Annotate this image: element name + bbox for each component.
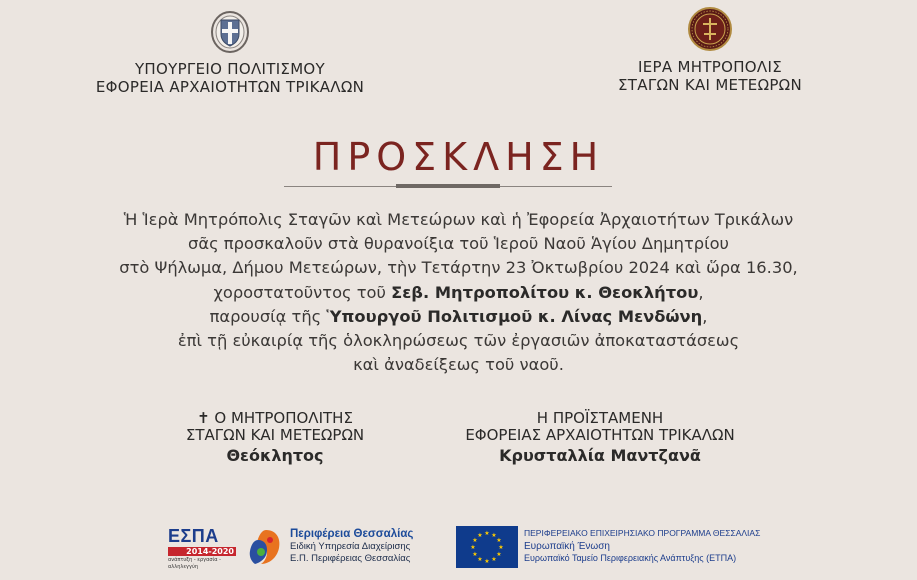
invitation-body (30, 208, 887, 377)
operational-programme: Ε.Π. Περιφέρειας Θεσσαλίας (290, 553, 411, 564)
region-name: Περιφέρεια Θεσσαλίας (290, 528, 414, 540)
thessaly-region-logo-icon (248, 526, 284, 570)
eu-programme-name: ΠΕΡΙΦΕΡΕΙΑΚΟ ΕΠΙΧΕΙΡΗΣΙΑΚΟ ΠΡΟΓΡΑΜΜΑ ΘΕΣΣΑΛΙΑΣ (524, 528, 761, 538)
svg-text:★: ★ (491, 556, 497, 563)
signature-title: ✝ Ο ΜΗΤΡΟΠΟΛΙΤΗΣ (197, 409, 353, 427)
body-text: χοροστατοῦντος τοῦ (213, 282, 392, 302)
metropolis-seal-icon (687, 6, 733, 52)
svg-text:★: ★ (484, 530, 490, 537)
signature-name: Κρυσταλλία Μαντζανᾶ (499, 446, 701, 465)
signature-ephor (450, 410, 750, 464)
thessaly-region-text (290, 527, 450, 565)
ministry-name: ΥΠΟΥΡΓΕΙΟ ΠΟΛΙΤΙΣΜΟΥ (134, 60, 326, 78)
svg-text:★: ★ (491, 532, 497, 539)
body-line: στὸ Ψήλωμα, Δήμου Μετεώρων, τὴν Τετάρτην 23 Ὀκτωβρίου 2024 καὶ ὥρα 16.30, (119, 258, 798, 278)
body-text: , (702, 306, 708, 326)
body-line (30, 281, 887, 305)
managing-authority: Ειδική Υπηρεσία Διαχείρισης (290, 541, 411, 552)
espa-logo (168, 527, 236, 571)
signature-title: Η ΠΡΟΪΣΤΑΜΕΝΗ (536, 409, 664, 427)
espa-word: ΕΣΠΑ (168, 526, 219, 546)
svg-text:★: ★ (498, 544, 504, 551)
signature-metropolitan (140, 410, 410, 464)
eu-programme-text (524, 528, 784, 564)
espa-tagline: ανάπτυξη - εργασία - αλληλεγγύη (168, 557, 221, 570)
svg-text:★: ★ (477, 532, 483, 539)
ministry-header (60, 10, 400, 96)
invitation-title: ΠΡΟΣΚΛΗΣΗ (312, 135, 605, 179)
body-line: Ἡ Ἱερὰ Μητρόπολις Σταγῶν καὶ Μετεώρων καὶ ἡ Ἐφορεία Ἀρχαιοτήτων Τρικάλων (123, 210, 794, 229)
svg-text:★: ★ (496, 551, 502, 558)
signature-name: Θεόκλητος (226, 446, 324, 465)
body-text: παρουσίᾳ τῆς (209, 306, 327, 326)
eu-fund-name: Ευρωπαϊκό Ταμείο Περιφερειακής Ανάπτυξης (ΕΤΠΑ) (524, 553, 737, 563)
metropolis-header (560, 6, 860, 94)
espa-years: 2014-2020 (168, 547, 236, 556)
signature-title: ΕΦΟΡΕΙΑΣ ΑΡΧΑΙΟΤΗΤΩΝ ΤΡΙΚΑΛΩΝ (465, 426, 735, 444)
minister-name: Ὑπουργοῦ Πολιτισμοῦ κ. Λίνας Μενδώνη (326, 306, 703, 326)
body-text: , (698, 282, 704, 302)
greek-coat-of-arms-icon (210, 10, 250, 54)
signature-title: ΣΤΑΓΩΝ ΚΑΙ ΜΕΤΕΩΡΩΝ (185, 426, 365, 444)
metropolis-name-line2: ΣΤΑΓΩΝ ΚΑΙ ΜΕΤΕΩΡΩΝ (618, 76, 802, 94)
body-line (30, 305, 887, 329)
ephorate-name: ΕΦΟΡΕΙΑ ΑΡΧΑΙΟΤΗΤΩΝ ΤΡΙΚΑΛΩΝ (95, 78, 365, 96)
svg-text:★: ★ (477, 556, 483, 563)
body-line: καὶ ἀναδείξεως τοῦ ναοῦ. (353, 355, 564, 375)
svg-text:★: ★ (496, 537, 502, 544)
eu-flag-icon (456, 526, 518, 568)
metropolitan-name: Σεβ. Μητροπολίτου κ. Θεοκλήτου (391, 282, 699, 302)
eu-union-name: Ευρωπαϊκή Ένωση (524, 541, 610, 552)
svg-text:★: ★ (484, 558, 490, 565)
title-divider-accent (396, 184, 500, 188)
body-line: σᾶς προσκαλοῦν στὰ θυρανοίξια τοῦ Ἱεροῦ Ναοῦ Ἁγίου Δημητρίου (188, 234, 729, 254)
svg-text:★: ★ (470, 544, 476, 551)
svg-text:★: ★ (472, 537, 478, 544)
body-line: ἐπὶ τῇ εὐκαιρίᾳ τῆς ὁλοκληρώσεως τῶν ἐργασιῶν ἀποκαταστάσεως (177, 331, 740, 351)
svg-text:★: ★ (472, 551, 478, 558)
metropolis-name-line1: ΙΕΡΑ ΜΗΤΡΟΠΟΛΙΣ (638, 58, 782, 76)
